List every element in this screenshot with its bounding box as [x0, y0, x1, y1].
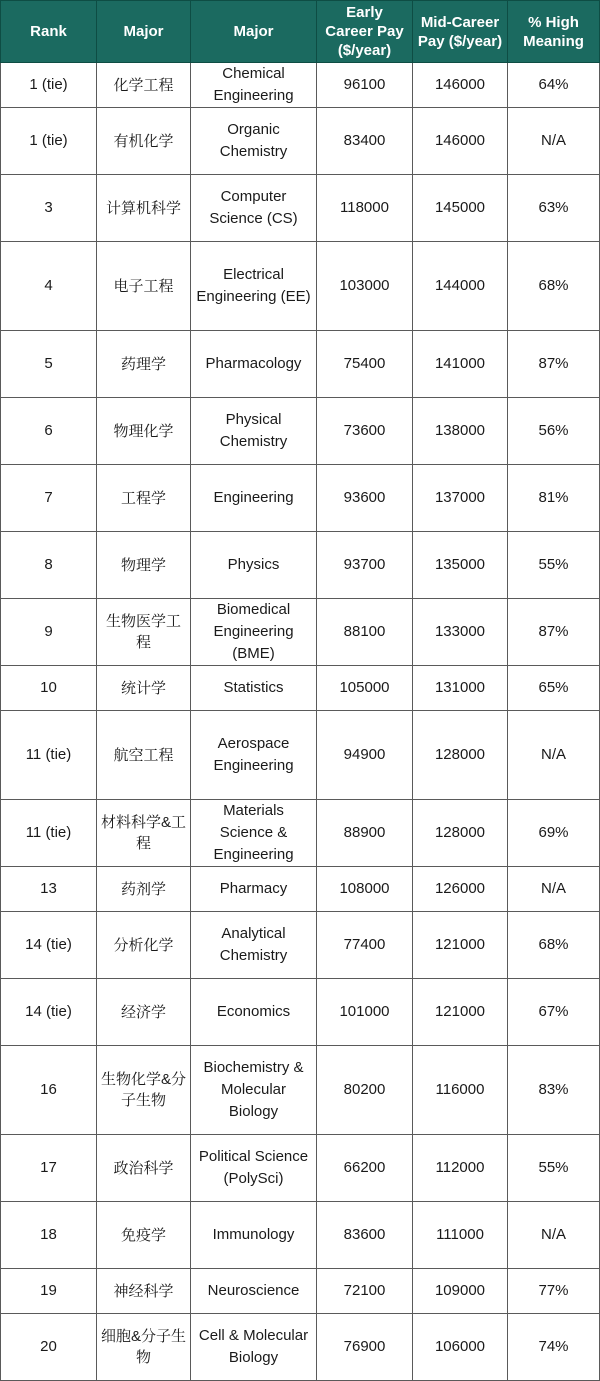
- mid-pay-cell: 121000: [413, 979, 508, 1046]
- major-zh-cell: 航空工程: [97, 711, 191, 800]
- early-pay-cell: 76900: [317, 1314, 413, 1381]
- table-row: [1, 979, 600, 1046]
- high-meaning-cell: 63%: [508, 175, 600, 242]
- mid-pay-cell: 111000: [413, 1202, 508, 1269]
- mid-pay-cell: 138000: [413, 398, 508, 465]
- major-zh-cell: 工程学: [97, 465, 191, 532]
- early-pay-cell: 96100: [317, 63, 413, 108]
- major-zh-cell: 政治科学: [97, 1135, 191, 1202]
- high-meaning-cell: 65%: [508, 666, 600, 711]
- rank-cell: 19: [1, 1269, 97, 1314]
- major-en-cell: Aerospace Engineering: [191, 711, 317, 800]
- early-pay-cell: 101000: [317, 979, 413, 1046]
- rank-cell: 4: [1, 242, 97, 331]
- rank-cell: 20: [1, 1314, 97, 1381]
- major-en-cell: Pharmacology: [191, 331, 317, 398]
- major-zh-cell: 物理化学: [97, 398, 191, 465]
- table-row: [1, 666, 600, 711]
- major-en-cell: Materials Science & Engineering: [191, 800, 317, 867]
- header-major-zh: Major: [97, 1, 191, 63]
- mid-pay-cell: 116000: [413, 1046, 508, 1135]
- high-meaning-cell: N/A: [508, 867, 600, 912]
- rank-cell: 17: [1, 1135, 97, 1202]
- early-pay-cell: 103000: [317, 242, 413, 331]
- major-en-cell: Biomedical Engineering (BME): [191, 599, 317, 666]
- table-row: [1, 175, 600, 242]
- mid-pay-cell: 106000: [413, 1314, 508, 1381]
- mid-pay-cell: 109000: [413, 1269, 508, 1314]
- header-early-pay: Early Career Pay ($/year): [317, 1, 413, 63]
- major-zh-cell: 神经科学: [97, 1269, 191, 1314]
- major-zh-cell: 电子工程: [97, 242, 191, 331]
- table-row: [1, 1046, 600, 1135]
- header-mid-pay: Mid-Career Pay ($/year): [413, 1, 508, 63]
- rank-cell: 1 (tie): [1, 108, 97, 175]
- early-pay-cell: 88900: [317, 800, 413, 867]
- table-row: [1, 912, 600, 979]
- mid-pay-cell: 128000: [413, 800, 508, 867]
- major-en-cell: Economics: [191, 979, 317, 1046]
- table-row: [1, 711, 600, 800]
- high-meaning-cell: 77%: [508, 1269, 600, 1314]
- high-meaning-cell: 68%: [508, 242, 600, 331]
- mid-pay-cell: 141000: [413, 331, 508, 398]
- major-en-cell: Cell & Molecular Biology: [191, 1314, 317, 1381]
- mid-pay-cell: 135000: [413, 532, 508, 599]
- table-row: [1, 599, 600, 666]
- high-meaning-cell: 69%: [508, 800, 600, 867]
- major-en-cell: Immunology: [191, 1202, 317, 1269]
- mid-pay-cell: 133000: [413, 599, 508, 666]
- high-meaning-cell: 55%: [508, 1135, 600, 1202]
- major-en-cell: Political Science (PolySci): [191, 1135, 317, 1202]
- major-zh-cell: 分析化学: [97, 912, 191, 979]
- rank-cell: 10: [1, 666, 97, 711]
- rank-cell: 5: [1, 331, 97, 398]
- early-pay-cell: 93600: [317, 465, 413, 532]
- early-pay-cell: 72100: [317, 1269, 413, 1314]
- major-zh-cell: 物理学: [97, 532, 191, 599]
- table-row: [1, 242, 600, 331]
- high-meaning-cell: 83%: [508, 1046, 600, 1135]
- major-zh-cell: 生物化学&分子生物: [97, 1046, 191, 1135]
- table-row: [1, 800, 600, 867]
- high-meaning-cell: N/A: [508, 1202, 600, 1269]
- major-en-cell: Pharmacy: [191, 867, 317, 912]
- table-row: [1, 398, 600, 465]
- early-pay-cell: 73600: [317, 398, 413, 465]
- rank-cell: 11 (tie): [1, 800, 97, 867]
- table-row: [1, 331, 600, 398]
- table-row: [1, 63, 600, 108]
- major-en-cell: Statistics: [191, 666, 317, 711]
- major-zh-cell: 化学工程: [97, 63, 191, 108]
- major-en-cell: Analytical Chemistry: [191, 912, 317, 979]
- high-meaning-cell: 81%: [508, 465, 600, 532]
- early-pay-cell: 108000: [317, 867, 413, 912]
- mid-pay-cell: 144000: [413, 242, 508, 331]
- mid-pay-cell: 126000: [413, 867, 508, 912]
- mid-pay-cell: 128000: [413, 711, 508, 800]
- early-pay-cell: 83600: [317, 1202, 413, 1269]
- header-rank: Rank: [1, 1, 97, 63]
- mid-pay-cell: 112000: [413, 1135, 508, 1202]
- rank-cell: 18: [1, 1202, 97, 1269]
- major-zh-cell: 统计学: [97, 666, 191, 711]
- table-row: [1, 465, 600, 532]
- major-en-cell: Organic Chemistry: [191, 108, 317, 175]
- early-pay-cell: 93700: [317, 532, 413, 599]
- mid-pay-cell: 146000: [413, 63, 508, 108]
- early-pay-cell: 105000: [317, 666, 413, 711]
- header-high-meaning: % High Meaning: [508, 1, 600, 63]
- high-meaning-cell: 67%: [508, 979, 600, 1046]
- high-meaning-cell: 87%: [508, 331, 600, 398]
- major-zh-cell: 细胞&分子生物: [97, 1314, 191, 1381]
- major-en-cell: Chemical Engineering: [191, 63, 317, 108]
- high-meaning-cell: 87%: [508, 599, 600, 666]
- high-meaning-cell: 74%: [508, 1314, 600, 1381]
- major-zh-cell: 药剂学: [97, 867, 191, 912]
- mid-pay-cell: 145000: [413, 175, 508, 242]
- rank-cell: 16: [1, 1046, 97, 1135]
- header-major-en: Major: [191, 1, 317, 63]
- early-pay-cell: 83400: [317, 108, 413, 175]
- high-meaning-cell: N/A: [508, 711, 600, 800]
- mid-pay-cell: 146000: [413, 108, 508, 175]
- rank-cell: 11 (tie): [1, 711, 97, 800]
- table-row: [1, 532, 600, 599]
- early-pay-cell: 80200: [317, 1046, 413, 1135]
- high-meaning-cell: N/A: [508, 108, 600, 175]
- major-en-cell: Physics: [191, 532, 317, 599]
- major-en-cell: Computer Science (CS): [191, 175, 317, 242]
- rank-cell: 3: [1, 175, 97, 242]
- rank-cell: 6: [1, 398, 97, 465]
- early-pay-cell: 77400: [317, 912, 413, 979]
- high-meaning-cell: 56%: [508, 398, 600, 465]
- major-en-cell: Neuroscience: [191, 1269, 317, 1314]
- early-pay-cell: 66200: [317, 1135, 413, 1202]
- major-en-cell: Engineering: [191, 465, 317, 532]
- major-zh-cell: 免疫学: [97, 1202, 191, 1269]
- table-row: [1, 1202, 600, 1269]
- major-en-cell: Electrical Engineering (EE): [191, 242, 317, 331]
- table-row: [1, 1269, 600, 1314]
- major-zh-cell: 生物医学工程: [97, 599, 191, 666]
- table-row: [1, 1135, 600, 1202]
- early-pay-cell: 118000: [317, 175, 413, 242]
- major-zh-cell: 材料科学&工程: [97, 800, 191, 867]
- table-body: [1, 63, 600, 1381]
- rank-cell: 13: [1, 867, 97, 912]
- major-en-cell: Physical Chemistry: [191, 398, 317, 465]
- table-row: [1, 867, 600, 912]
- high-meaning-cell: 55%: [508, 532, 600, 599]
- rank-cell: 1 (tie): [1, 63, 97, 108]
- major-zh-cell: 经济学: [97, 979, 191, 1046]
- high-meaning-cell: 64%: [508, 63, 600, 108]
- early-pay-cell: 94900: [317, 711, 413, 800]
- early-pay-cell: 88100: [317, 599, 413, 666]
- mid-pay-cell: 137000: [413, 465, 508, 532]
- major-zh-cell: 药理学: [97, 331, 191, 398]
- mid-pay-cell: 131000: [413, 666, 508, 711]
- rank-cell: 14 (tie): [1, 979, 97, 1046]
- early-pay-cell: 75400: [317, 331, 413, 398]
- table-row: [1, 108, 600, 175]
- rank-cell: 7: [1, 465, 97, 532]
- major-zh-cell: 计算机科学: [97, 175, 191, 242]
- table-row: [1, 1314, 600, 1381]
- rank-cell: 14 (tie): [1, 912, 97, 979]
- high-meaning-cell: 68%: [508, 912, 600, 979]
- rank-cell: 9: [1, 599, 97, 666]
- major-zh-cell: 有机化学: [97, 108, 191, 175]
- rank-cell: 8: [1, 532, 97, 599]
- mid-pay-cell: 121000: [413, 912, 508, 979]
- major-en-cell: Biochemistry & Molecular Biology: [191, 1046, 317, 1135]
- header-row: [1, 1, 600, 63]
